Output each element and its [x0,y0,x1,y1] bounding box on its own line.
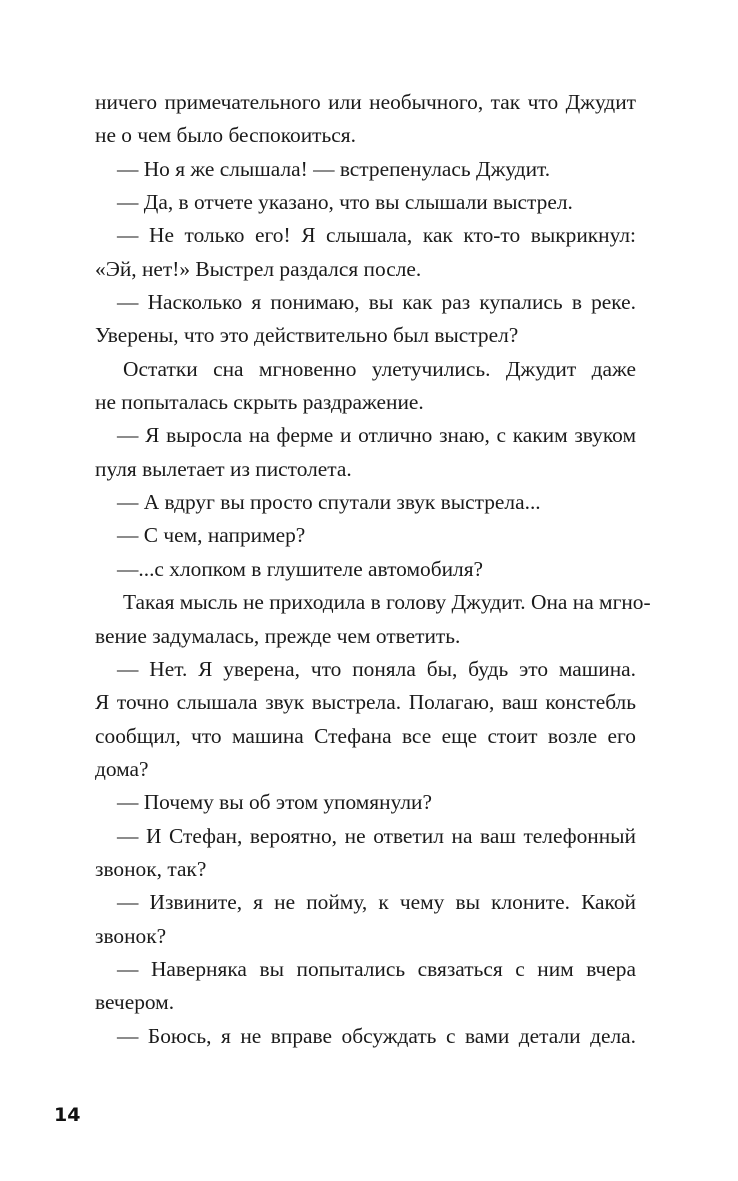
text-line: — И Стефан, вероятно, не ответил на ваш телефонный [117,823,636,848]
text-line: —...с хлопком в глушителе автомобиля? [117,556,484,581]
text-line: Остатки сна мгновенно улетучились. Джудит даже [123,356,636,381]
text-line: — Извините, я не пойму, к чему вы клоните. Какой [117,890,636,915]
text-line: не о чем было беспокоиться. [95,123,356,148]
text-line: вечером. [95,990,175,1015]
text-line: звонок, так? [95,856,207,881]
text-line: — Да, в отчете указано, что вы слышали выстрел. [117,190,573,215]
text-line: Я точно слышала звук выстрела. Полагаю, ваш констебль [95,690,636,715]
text-line: дома? [95,756,149,781]
text-line: звонок? [95,923,167,948]
text-line: Такая мысль не приходила в голову Джудит. Она на мгно- [123,590,651,615]
text-line: пуля вылетает из пистолета. [95,456,352,481]
text-line: — Не только его! Я слышала, как кто-то выкрикнул: [117,223,636,248]
text-line: не попыталась скрыть раздражение. [95,390,424,415]
page-number: 14 [54,1104,81,1126]
text-line: ничего примечательного или необычного, так что Джудит [95,90,636,114]
body-text [95,86,651,1053]
text-line: — Боюсь, я не вправе обсуждать с вами детали дела. [117,1023,636,1048]
text-line: — Но я же слышала! — встрепенулась Джудит. [117,156,551,181]
text-line: сообщил, что машина Стефана все еще стоит возле его [95,723,636,748]
text-line: — С чем, например? [117,523,306,548]
text-line: «Эй, нет!» Выстрел раздался после. [95,256,422,281]
text-line: — Я выросла на ферме и отлично знаю, с каким звуком [117,423,636,448]
text-line: Уверены, что это действительно был выстрел? [95,323,519,348]
text-line: вение задумалась, прежде чем ответить. [95,623,461,648]
text-line: — Насколько я понимаю, вы как раз купались в реке. [117,290,636,315]
text-line: — Почему вы об этом упомянули? [117,790,432,815]
text-line: — А вдруг вы просто спутали звук выстрела... [117,490,541,515]
text-line: — Нет. Я уверена, что поняла бы, будь это машина. [117,656,636,681]
text-line: — Наверняка вы попытались связаться с ним вчера [117,956,636,981]
